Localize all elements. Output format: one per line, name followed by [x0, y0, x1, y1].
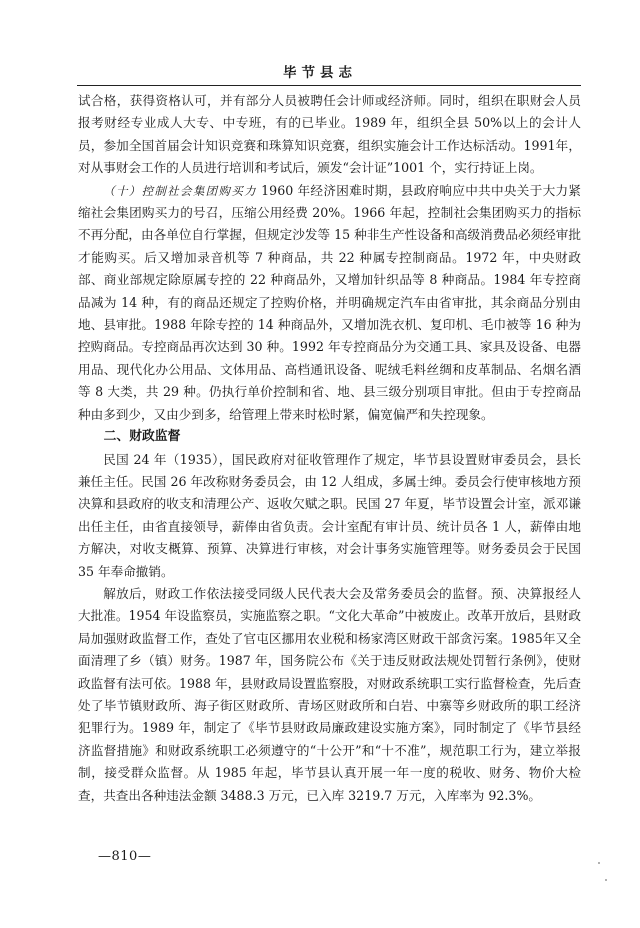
- header-rule: [77, 85, 581, 86]
- section-two-paragraph-2: 解放后，财政工作依法接受同级人民代表大会及常务委员会的监督。预、决算报经人大批准。1954 年设监察员，实施监察之职。“文化大革命”中被废止。改革开放后，县财政局加强财政监督工作，查处了官屯区挪用农业税和杨家湾区财政干部贪污案。1985年又全面清理了乡（镇）财务。1987 年，国务院公布《关于违反财政法规处罚暂行条例》，使财政监督有法可依。1988 年，县财政局设置监察股，对财政系统职工实行监督检查，先后查处了毕节镇财政所、海子街区财政所、青场区财政所和白岩、中寨等乡财政所的职工经济犯罪行为。1989 年，制定了《毕节县财政局廉政建设实施方案》，同时制定了《毕节县经济监督措施》和财政系统职工必须遵守的“十公开”和“十不准”，规范职工行为，建立举报制，接受群众监督。从 1985 年起，毕节县认真开展一年一度的税收、财务、物价大检查，共查出各种违法金额 3488.3 万元，已入库 3219.7 万元，入库率为 92.3%。: [78, 585, 581, 803]
- section-heading: 二、财政监督: [103, 429, 181, 445]
- scan-speck: [598, 862, 600, 864]
- running-title: 毕节县志: [283, 65, 357, 81]
- section-two-paragraph-1: 民国 24 年（1935），国民政府对征收管理作了规定，毕节县设置财审委员会，县长兼任主任。民国 26 年改称财务委员会，由 12 人组成，多属士绅。委员会行使审核地方预决算和县政府的收支和清理公产、返收欠赋之职。民国 27 年夏，毕节设置会计室，派邓谦出任主任，由省直接领导，薪俸由省负责。会计室配有审计员、统计员各 1 人，薪俸由地方解决，对收支概算、预算、决算进行审核，对会计事务实施管理等。财务委员会于民国 35 年奉命撤销。: [78, 451, 581, 579]
- section-ten-subheading: （十）控制社会集团购买力: [103, 183, 257, 198]
- continued-paragraph: 试合格，获得资格认可，并有部分人员被聘任会计师或经济师。同时，组织在职财会人员报考财经专业成人大专、中专班，有的已毕业。1989 年，组织全县 50%以上的会计人员，参加全国首届会计知识竞赛和珠算知识竞赛，组织实施会计工作达标活动。1991年，对从事财会工作的人员进行培训和考试后，颁发“会计证”1001 个，实行持证上岗。: [78, 93, 581, 176]
- page-number: —810—: [98, 849, 152, 864]
- section-ten-paragraph: [78, 180, 581, 426]
- page-body: [78, 90, 581, 807]
- section-ten-text: 1960 年经济困难时期，县政府响应中共中央关于大力紧缩社会集团购买力的号召，压缩公用经费 20%。1966 年起，控制社会集团购买力的指标不再分配，由各单位自行掌握，但规定沙发等 15 种非生产性设备和高级消费品必须经审批才能购买。后又增加录音机等 7 种商品，共 22 种属专控制商品。1972 年，中央财政部、商业部规定除原属专控的 22 种商品外，又增加针织品等 8 种商品。1984 年专控商品减为 14 种，有的商品还规定了控购价格，并明确规定汽车由省审批，其余商品分别由地、县审批。1988 年除专控的 14 种商品外，又增加洗衣机、复印机、毛巾被等 16 种为控购商品。专控商品再次达到 30 种。1992 年专控商品分为交通工具、家具及设备、电器用品、现代化办公用品、文体用品、高档通讯设备、呢绒毛料丝绸和皮革制品、名烟名酒等 8 大类，共 29 种。仍执行单价控制和省、地、县三级分别项目审批。但由于专控商品种由多到少，又由少到多，给管理上带来时松时紧，偏宽偏严和失控现象。: [78, 182, 581, 422]
- scan-speck: [605, 879, 607, 881]
